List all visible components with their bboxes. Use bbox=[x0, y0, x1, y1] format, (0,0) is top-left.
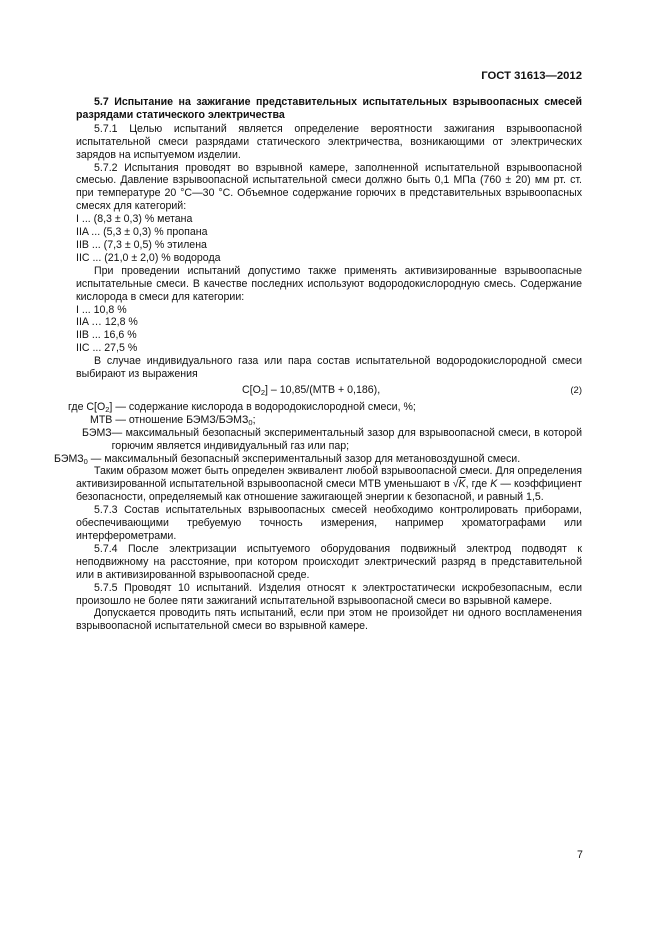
page-number: 7 bbox=[577, 849, 583, 861]
oxygen-list bbox=[76, 304, 582, 356]
paragraph-5-7-1: 5.7.1 Целью испытаний является определение вероятности зажигания взрывоопасной испытательной смеси разрядами статического электричества, возникающими от электрических зарядов на испытуемом изделии. bbox=[76, 122, 582, 161]
paragraph-activated-mixtures: При проведении испытаний допустимо также применять активизированные взрывоопасные испытательные смеси. В качестве последних используют водородокислородную смесь. Содержание кислорода в смеси для категории: bbox=[76, 264, 582, 303]
list-item: I ... (8,3 ± 0,3) % метана bbox=[76, 213, 193, 226]
list-item: IIA … 12,8 % bbox=[76, 316, 138, 329]
paragraph-allowed: Допускается проводить пять испытаний, если при этом не произойдет ни одного воспламенения взрывоопасной испытательной смеси во взрывной камере. bbox=[76, 607, 582, 633]
doc-header: ГОСТ 31613—2012 bbox=[481, 70, 582, 82]
paragraph-5-7-5: 5.7.5 Проводят 10 испытаний. Изделия относят к электростатически искробезопасным, если произошло не более пяти зажиганий испытательной взрывоопасной смеси во взрывной камере. bbox=[76, 581, 582, 607]
list-item: IIC ... (21,0 ± 2,0) % водорода bbox=[76, 251, 221, 264]
formula-legend bbox=[54, 400, 582, 466]
paragraph-5-7-3: 5.7.3 Состав испытательных взрывоопасных смесей необходимо контролировать приборами, обеспечивающими требуемую точность измерения, например хроматографами или интерферометрами. bbox=[76, 504, 582, 542]
list-item: IIB ... 16,6 % bbox=[76, 329, 137, 342]
list-item: I ... 10,8 % bbox=[76, 303, 127, 316]
legend-item-mtv: МТВ — отношение БЭМЗ/$БЭМЗ_0$; bbox=[90, 413, 256, 427]
legend-item-oxygen: где $C[O_2]$ — содержание кислорода в водородокислородной смеси, %; bbox=[68, 400, 416, 414]
equation-number: (2) bbox=[570, 384, 582, 396]
list-item: IIC ... 27,5 % bbox=[76, 342, 138, 355]
main-content bbox=[54, 96, 583, 633]
section-heading: 5.7 Испытание на зажигание представительных испытательных взрывоопасных смесей разрядами статического электричества bbox=[76, 96, 582, 121]
paragraph-equivalent: Таким образом может быть определен эквивалент любой взрывоопасной смеси. Для определения активизированной испытательной взрывоопасной смеси МТВ уменьшают в √K, где K — коэффициент безопасности, определяемый как отношение зажигающей энергии к безопасной, и равный 1,5. bbox=[76, 465, 583, 504]
legend-item-bemz0: $БЭМЗ_0$ — максимальный безопасный экспериментальный зазор для метановоздушной смеси. bbox=[54, 452, 521, 466]
list-item: IIB ... (7,3 ± 0,5) % этилена bbox=[76, 238, 207, 251]
gas-list bbox=[76, 213, 582, 265]
formula-expression: $C[O_2] - 10,85/(МТВ + 0,186)$, bbox=[242, 383, 381, 397]
formula-2 bbox=[76, 384, 582, 399]
paragraph-5-7-2: 5.7.2 Испытания проводят во взрывной камере, заполненной испытательной взрывоопасной смесью. Давление взрывоопасной испытательной смеси должно быть 0,1 МПа (760 ± 20) мм рт. ст. при температуре 20 °С—30 °С. Объемное содержание горючих в представительных взрывоопасных смесях для категорий: bbox=[76, 161, 582, 213]
legend-item-bemz: БЭМЗ — максимальный безопасный экспериментальный зазор для взрывоопасной смеси, в которой горючим является индивидуальный газ или пар; bbox=[82, 426, 582, 452]
paragraph-select-composition: В случае индивидуального газа или пара состав испытательной водородокислородной смеси выбирают из выражения bbox=[76, 355, 582, 381]
paragraph-5-7-4: 5.7.4 После электризации испытуемого оборудования подвижный электрод подводят к неподвижному на расстояние, при котором происходит электрический разряд в представительной или в активизированной взрывоопасной среде. bbox=[76, 542, 582, 581]
list-item: IIA ... (5,3 ± 0,3) % пропана bbox=[76, 226, 208, 239]
